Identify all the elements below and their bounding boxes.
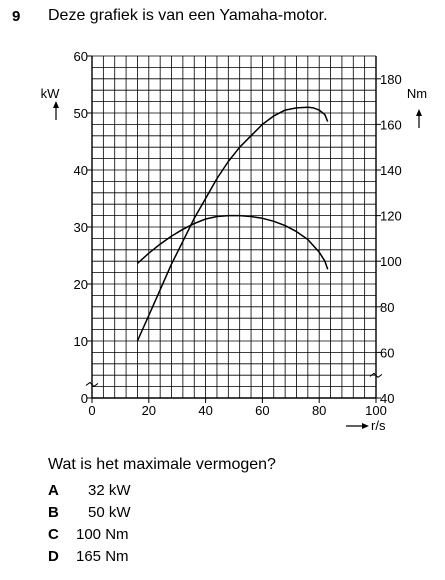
x-axis-label: r/s xyxy=(371,418,386,433)
option-text: 165 Nm xyxy=(76,548,129,565)
power-curve xyxy=(137,107,327,341)
y-left-arrowhead xyxy=(53,101,59,108)
x-arrowhead xyxy=(362,423,369,429)
x-tick-label: 0 xyxy=(88,403,96,418)
y-left-tick-label: 50 xyxy=(73,106,88,121)
y-right-tick-label: 140 xyxy=(380,163,402,178)
chart-grid xyxy=(92,56,376,398)
y-right-tick-label: 160 xyxy=(380,117,402,133)
option-letter: B xyxy=(48,504,59,521)
question-prompt: Wat is het maximale vermogen? xyxy=(48,456,276,473)
y-right-tick-label: 40 xyxy=(380,391,395,406)
option-text: 50 kW xyxy=(88,504,131,521)
chart-ticks xyxy=(74,49,402,418)
y-right-tick-label: 120 xyxy=(380,208,402,224)
chart-series xyxy=(137,107,327,341)
option-a[interactable] xyxy=(0,482,300,504)
option-letter: A xyxy=(48,482,59,499)
option-letter: C xyxy=(48,526,59,543)
y-right-tick-label: 180 xyxy=(380,71,402,87)
y-right-arrowhead xyxy=(416,109,422,116)
option-b[interactable] xyxy=(0,504,300,526)
option-text: 100 Nm xyxy=(76,526,129,543)
y-left-tick-label: 0 xyxy=(80,391,88,406)
y-left-tick-label: 30 xyxy=(73,220,88,235)
y-right-tick-label: 100 xyxy=(380,254,402,270)
option-d[interactable] xyxy=(0,548,300,570)
x-tick-label: 60 xyxy=(255,403,270,418)
option-letter: D xyxy=(48,548,59,565)
question-text: Deze grafiek is van een Yamaha-motor. xyxy=(48,7,328,24)
y-left-tick-label: 10 xyxy=(73,334,88,349)
y-left-tick-label: 60 xyxy=(73,49,88,64)
x-tick-label: 20 xyxy=(141,403,157,418)
y-right-tick-label: 80 xyxy=(380,299,395,315)
y-right-tick-label: 60 xyxy=(380,345,395,361)
y-left-tick-label: 40 xyxy=(73,163,88,178)
y-right-axis-label: Nm xyxy=(406,86,428,101)
y-left-tick-label: 20 xyxy=(73,277,88,292)
x-tick-label: 80 xyxy=(311,403,327,418)
chart-labels xyxy=(41,86,428,433)
option-c[interactable] xyxy=(0,526,300,548)
question-number: 9 xyxy=(12,8,21,25)
y-left-axis-label: kW xyxy=(40,86,60,101)
x-tick-label: 40 xyxy=(198,403,213,418)
x-tick-label: 100 xyxy=(365,403,387,418)
option-text: 32 kW xyxy=(88,482,131,499)
